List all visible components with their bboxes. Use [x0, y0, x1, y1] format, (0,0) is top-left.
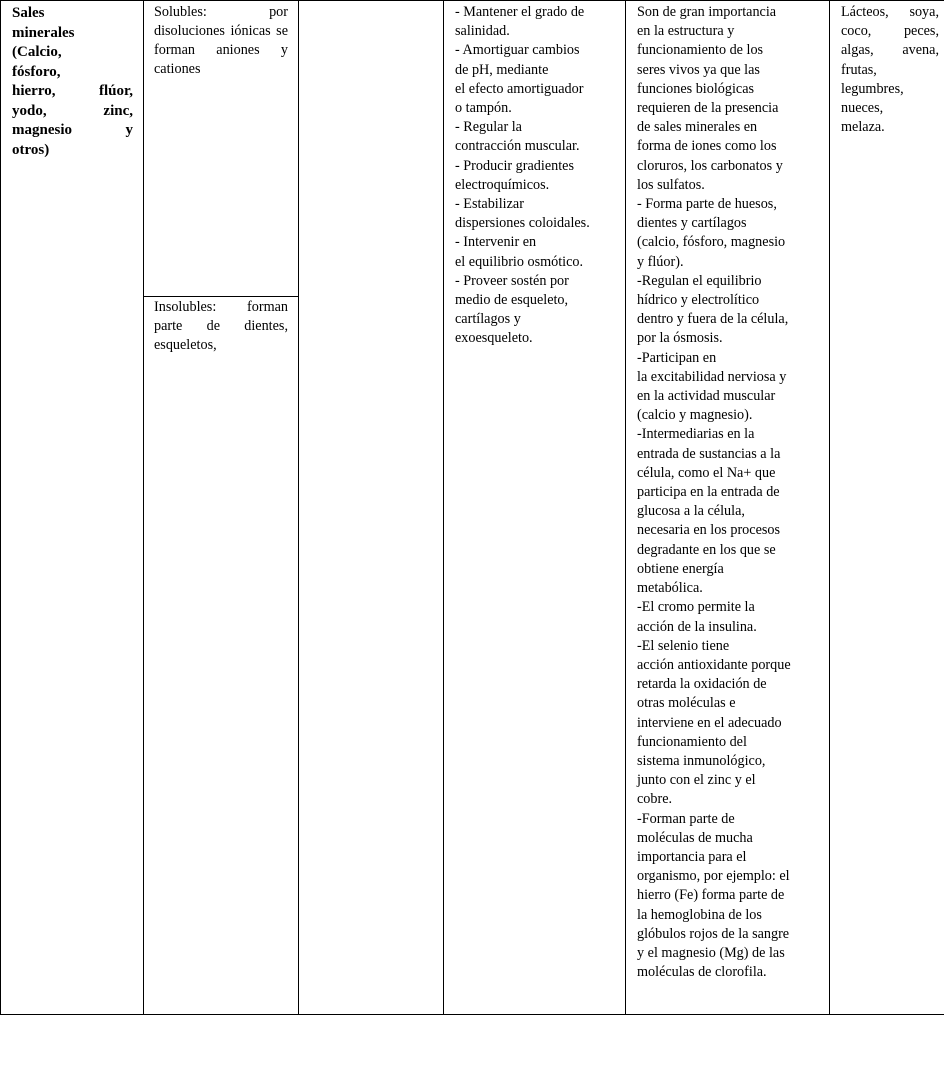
importance-line: moléculas de mucha [637, 829, 753, 846]
importance-line: la hemoglobina de los [637, 906, 762, 923]
importance-line: Son de gran importancia [637, 4, 777, 20]
importance-line: funcionamiento del [637, 733, 747, 750]
soluble-salts-text: Solubles: por disoluciones iónicas se forman aniones y cationes [154, 4, 288, 77]
food-sources-line: nueces, [841, 100, 884, 117]
importance-line: y flúor). [637, 253, 684, 270]
name-line: hierro, flúor, [12, 83, 133, 99]
functions-line: dispersiones coloidales. [455, 215, 590, 232]
importance-line: sistema inmunológico, [637, 752, 766, 769]
functions-line: cartílagos y [455, 311, 521, 328]
functions-line: de pH, mediante [455, 61, 549, 78]
functions-line: salinidad. [455, 23, 510, 40]
importance-line: otras moléculas e [637, 695, 736, 712]
biomolecule-name [1, 1, 143, 160]
name-line: (Calcio, [12, 44, 62, 60]
importance-line: funciones biológicas [637, 80, 755, 97]
importance-line: requieren de la presencia [637, 100, 779, 117]
functions-line: - Amortiguar cambios [455, 42, 580, 59]
importance-line: acción antioxidante porque [637, 656, 791, 673]
insoluble-salts-text: Insolubles: forman parte de dientes, esqueletos, [154, 299, 288, 353]
functions-line: electroquímicos. [455, 176, 550, 193]
importance-line: célula, como el Na+ que [637, 464, 776, 481]
food-sources-line: frutas, [841, 61, 877, 78]
importance-line: dentro y fuera de la célula, [637, 311, 789, 328]
importance-line: y el magnesio (Mg) de las [637, 944, 785, 961]
name-line: minerales [12, 24, 75, 41]
importance-line: -El selenio tiene [637, 637, 730, 654]
importance-line: organismo, por ejemplo: el [637, 868, 790, 885]
importance-line: hídrico y electrolítico [637, 292, 760, 309]
importance-line: glóbulos rojos de la sangre [637, 925, 790, 942]
functions-line: o tampón. [455, 100, 512, 117]
importance-cell [626, 1, 830, 1015]
functions-line: exoesqueleto. [455, 330, 533, 347]
functions-line: - Producir gradientes [455, 157, 574, 174]
food-sources-cell [830, 1, 944, 1015]
food-sources-line: melaza. [841, 119, 885, 136]
name-line: Sales [12, 5, 45, 21]
importance-line: acción de la insulina. [637, 618, 757, 635]
importance-line: obtiene energía [637, 560, 724, 577]
importance-line: importancia para el [637, 848, 747, 865]
empty-cell [299, 1, 444, 1015]
importance-line: necesaria en los procesos [637, 522, 780, 539]
importance-line: forma de iones como los [637, 138, 777, 155]
functions-line: - Intervenir en [455, 234, 537, 251]
importance-line: por la ósmosis. [637, 330, 723, 347]
importance-line: seres vivos ya que las [637, 61, 760, 78]
food-sources-line: Lácteos, soya, [841, 4, 939, 20]
empty-cell-text [299, 1, 443, 4]
importance-line: - Forma parte de huesos, [637, 196, 777, 213]
importance-line: retarda la oxidación de [637, 676, 767, 693]
importance-line: participa en la entrada de [637, 484, 780, 501]
importance-list [626, 1, 829, 982]
importance-line: metabólica. [637, 580, 703, 597]
importance-line: de sales minerales en [637, 119, 758, 136]
importance-line: hierro (Fe) forma parte de [637, 887, 785, 904]
functions-line: el equilibrio osmótico. [455, 253, 584, 270]
food-sources-line: algas, avena, [841, 42, 939, 59]
importance-line: -Forman parte de [637, 810, 735, 827]
importance-line: junto con el zinc y el [637, 772, 756, 789]
functions-line: - Mantener el grado de [455, 4, 585, 20]
importance-line: entrada de sustancias a la [637, 445, 781, 462]
importance-line: dientes y cartílagos [637, 215, 747, 232]
name-line: magnesio y [12, 122, 133, 138]
food-sources-line: legumbres, [841, 80, 904, 97]
name-line: otros) [12, 141, 50, 158]
name-line: fósforo, [12, 63, 61, 80]
functions-line: - Proveer sostén por [455, 272, 569, 289]
functions-line: medio de esqueleto, [455, 292, 569, 309]
importance-line: en la actividad muscular [637, 388, 776, 405]
functions-line: contracción muscular. [455, 138, 580, 155]
importance-line: cloruros, los carbonatos y [637, 157, 783, 174]
importance-line: la excitabilidad nerviosa y [637, 368, 787, 385]
importance-line: -Intermediarias en la [637, 426, 755, 443]
biomolecule-name-cell [1, 1, 144, 1015]
functions-line: - Regular la [455, 119, 522, 136]
importance-line: (calcio y magnesio). [637, 407, 753, 424]
food-sources-line: coco, peces, [841, 23, 939, 40]
importance-line: cobre. [637, 791, 673, 808]
importance-line: degradante en los que se [637, 541, 776, 558]
importance-line: glucosa a la célula, [637, 503, 745, 520]
food-sources-list [830, 1, 944, 137]
functions-line: el efecto amortiguador [455, 80, 584, 97]
functions-line: - Estabilizar [455, 196, 524, 213]
types-cell [144, 1, 299, 1015]
functions-list [444, 1, 625, 349]
importance-line: (calcio, fósforo, magnesio [637, 234, 786, 251]
table-row [1, 1, 944, 1015]
importance-line: interviene en el adecuado [637, 714, 782, 731]
importance-line: funcionamiento de los [637, 42, 764, 59]
importance-line: los sulfatos. [637, 176, 705, 193]
importance-line: -El cromo permite la [637, 599, 755, 616]
importance-line: en la estructura y [637, 23, 735, 40]
importance-line: -Regulan el equilibrio [637, 272, 762, 289]
importance-line: -Participan en [637, 349, 717, 366]
name-line: yodo, zinc, [12, 102, 133, 119]
importance-line: moléculas de clorofila. [637, 964, 767, 981]
functions-cell [444, 1, 626, 1015]
